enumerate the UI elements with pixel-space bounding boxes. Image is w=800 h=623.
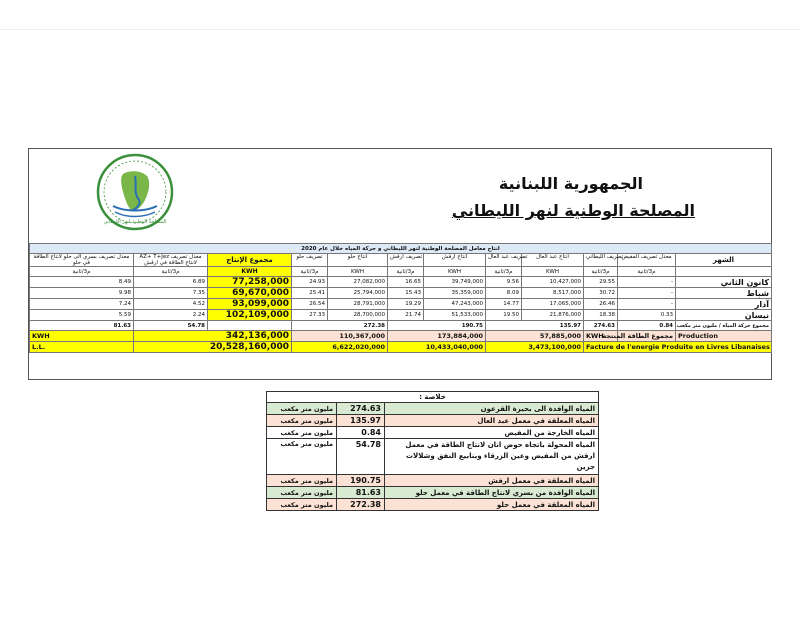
summary-value: 0.84 (337, 427, 385, 439)
cell-abd-dis: 14.77 (486, 299, 522, 310)
unit-cell: KWH (208, 267, 292, 277)
cell-helou-dis: 24.93 (292, 277, 328, 288)
summary-label: المياه المحولة باتجاه حوض انان لانتاج الطاقة في معمل ارقش من المفيض وعين الزرقاء وينابيع النفق وشلالات جزين (385, 439, 599, 475)
cell-litani: 30.72 (584, 288, 618, 299)
report-header (29, 149, 771, 243)
cell-litani: 29.55 (584, 277, 618, 288)
water-total-row (30, 321, 772, 331)
summary-unit: مليون متر مكعب (267, 499, 337, 511)
unit-cell: م3/ثانية (134, 267, 208, 277)
summary-label: المياه المعلقة في معمل عبد العال (385, 415, 599, 427)
cell-rate-a: 7.35 (134, 288, 208, 299)
invoice-label: Facture de l'energie Produite en Livres Libanaises (584, 342, 772, 353)
water-total-abd: 135.97 (486, 321, 584, 331)
cell-total: 102,109,000 (208, 310, 292, 321)
water-total-overflow: 0.84 (618, 321, 676, 331)
unit-cell: م3/ثانية (584, 267, 618, 277)
invoice-abd: 3,473,100,000 (486, 342, 584, 353)
title-authority: المصلحة الوطنية لنهر الليطاني (451, 201, 695, 220)
invoice-currency: L.L. (30, 342, 134, 353)
summary-row (267, 403, 599, 415)
summary-value: 54.78 (337, 439, 385, 475)
cell-rate-b: 7.24 (30, 299, 134, 310)
header-rate-b: معدل تصريف بسري الى حلو لانتاج الطاقة في حلو (30, 254, 134, 267)
title-republic: الجمهورية اللبنانية (498, 174, 643, 193)
header-rate-a: معدل تصريف AZ+ T+Jez لانتاج الطاقة في ارقش (134, 254, 208, 267)
summary-label: المياه المعلقة في معمل ارقش (385, 475, 599, 487)
production-unit: KWH (584, 331, 618, 342)
production-label-ar: مجموع الطاقة المنتجة (618, 331, 676, 342)
summary-value: 81.63 (337, 487, 385, 499)
unit-cell (676, 267, 772, 277)
summary-label: المياه الخارجة من المفيض (385, 427, 599, 439)
cell-helou-dis: 26.54 (292, 299, 328, 310)
cell-overflow: 0.33 (618, 310, 676, 321)
header-arkoun-production: انتاج ارقش (424, 254, 486, 267)
cell-helou-dis: 27.33 (292, 310, 328, 321)
summary-unit: مليون متر مكعب (267, 439, 337, 475)
cell-rate-a: 2.24 (134, 310, 208, 321)
summary-unit: مليون متر مكعب (267, 415, 337, 427)
unit-cell: م3/ثانية (486, 267, 522, 277)
cell-month: شباط (676, 288, 772, 299)
cell-rate-b: 9.98 (30, 288, 134, 299)
cell-abd-prod: 21,876,000 (522, 310, 584, 321)
production-table (29, 243, 772, 353)
summary-row (267, 415, 599, 427)
viewer-top-bar (0, 0, 800, 30)
cell-litani: 18.38 (584, 310, 618, 321)
header-total-production: مجموع الإنتاج (208, 254, 292, 267)
cell-abd-prod: 8,517,000 (522, 288, 584, 299)
header-overflow-rate: معدل تصريف المفيض (618, 254, 676, 267)
unit-cell: KWH (522, 267, 584, 277)
cell-abd-prod: 10,427,000 (522, 277, 584, 288)
production-total-row (30, 331, 772, 342)
table-row (30, 277, 772, 288)
production-label-en: Production (676, 331, 772, 342)
cell-total: 69,670,000 (208, 288, 292, 299)
summary-value: 135.97 (337, 415, 385, 427)
header-abd-production: انتاج عبد العال (522, 254, 584, 267)
cell-overflow: - (618, 299, 676, 310)
cell-rate-b: 8.49 (30, 277, 134, 288)
cell-total: 93,099,000 (208, 299, 292, 310)
cell-abd-dis: 19.50 (486, 310, 522, 321)
unit-cell: KWH (424, 267, 486, 277)
summary-row (267, 475, 599, 487)
header-helou-discharge: تصريف حلو (292, 254, 328, 267)
header-helou-production: انتاج حلو (328, 254, 388, 267)
header-abd-discharge: تصريف عبد العال (486, 254, 522, 267)
table-row (30, 288, 772, 299)
summary-unit: مليون متر مكعب (267, 487, 337, 499)
cell-abd-dis: 8.09 (486, 288, 522, 299)
cell-helou-prod: 28,700,000 (328, 310, 388, 321)
water-total-helou: 272.38 (292, 321, 388, 331)
header-arkoun-discharge: تصريف ارقش (388, 254, 424, 267)
cell-helou-prod: 25,794,000 (328, 288, 388, 299)
summary-unit: مليون متر مكعب (267, 403, 337, 415)
invoice-ark: 10,433,040,000 (388, 342, 486, 353)
table-row (30, 310, 772, 321)
cell-litani: 26.46 (584, 299, 618, 310)
water-total-rate-a: 54.78 (134, 321, 208, 331)
summary-value: 272.38 (337, 499, 385, 511)
cell-month: آذار (676, 299, 772, 310)
unit-cell: م3/ثانية (292, 267, 328, 277)
production-total-value: 342,136,000 (134, 331, 292, 342)
summary-label: المياه الوافدة الى بحيرة القرعون (385, 403, 599, 415)
cell-month: نيسان (676, 310, 772, 321)
water-total-empty (208, 321, 292, 331)
cell-overflow: - (618, 288, 676, 299)
production-ark: 173,884,000 (388, 331, 486, 342)
invoice-helou: 6,622,020,000 (292, 342, 388, 353)
summary-title: خلاصة : (267, 392, 599, 403)
summary-value: 274.63 (337, 403, 385, 415)
summary-unit: مليون متر مكعب (267, 427, 337, 439)
unit-cell: م3/ثانية (618, 267, 676, 277)
cell-helou-dis: 25.41 (292, 288, 328, 299)
cell-helou-prod: 27,082,000 (328, 277, 388, 288)
cell-ark-dis: 15.43 (388, 288, 424, 299)
water-total-ark: 190.75 (388, 321, 486, 331)
litani-authority-logo-icon (95, 152, 175, 232)
invoice-row (30, 342, 772, 353)
cell-rate-a: 6.89 (134, 277, 208, 288)
cell-ark-dis: 19.29 (388, 299, 424, 310)
cell-helou-prod: 28,791,000 (328, 299, 388, 310)
cell-ark-prod: 35,359,000 (424, 288, 486, 299)
cell-month: كانون الثاني (676, 277, 772, 288)
cell-abd-dis: 9.56 (486, 277, 522, 288)
summary-row (267, 427, 599, 439)
production-helou: 110,367,000 (292, 331, 388, 342)
cell-ark-prod: 47,243,000 (424, 299, 486, 310)
cell-ark-prod: 51,533,000 (424, 310, 486, 321)
unit-cell: م3/ثانية (30, 267, 134, 277)
cell-ark-dis: 21.74 (388, 310, 424, 321)
cell-total: 77,258,000 (208, 277, 292, 288)
production-abd: 57,885,000 (486, 331, 584, 342)
water-total-litani: 274.63 (584, 321, 618, 331)
cell-rate-b: 5.59 (30, 310, 134, 321)
summary-row (267, 439, 599, 475)
cell-overflow: - (618, 277, 676, 288)
cell-abd-prod: 17,065,000 (522, 299, 584, 310)
cell-rate-a: 4.52 (134, 299, 208, 310)
invoice-total: 20,528,160,000 (134, 342, 292, 353)
header-litani-discharge: تصريف الليطاني (584, 254, 618, 267)
summary-value: 190.75 (337, 475, 385, 487)
table-row (30, 299, 772, 310)
water-total-rate-b: 81.63 (30, 321, 134, 331)
summary-label: المياه الوافدة من بسري لانتاج الطاقة في معمل حلو (385, 487, 599, 499)
water-total-label: مجموع حركة المياه / مليون متر مكعب (676, 321, 772, 331)
cell-ark-dis: 16.65 (388, 277, 424, 288)
summary-row (267, 499, 599, 511)
logo-text: المصلحة الوطنية لنهر الليطاني (103, 219, 167, 225)
table-title: انتاج معامل المصلحة الوطنية لنهر الليطاني و حركة المياه خلال عام 2020 (30, 244, 772, 254)
summary-label: المياه المعلقة في معمل حلو (385, 499, 599, 511)
summary-row (267, 487, 599, 499)
cell-ark-prod: 39,749,000 (424, 277, 486, 288)
summary-table (266, 391, 599, 511)
summary-unit: مليون متر مكعب (267, 475, 337, 487)
header-month: الشهر (676, 254, 772, 267)
report-sheet (28, 148, 772, 380)
unit-cell: KWH (328, 267, 388, 277)
production-total-unit: KWH (30, 331, 134, 342)
unit-cell: م3/ثانية (388, 267, 424, 277)
